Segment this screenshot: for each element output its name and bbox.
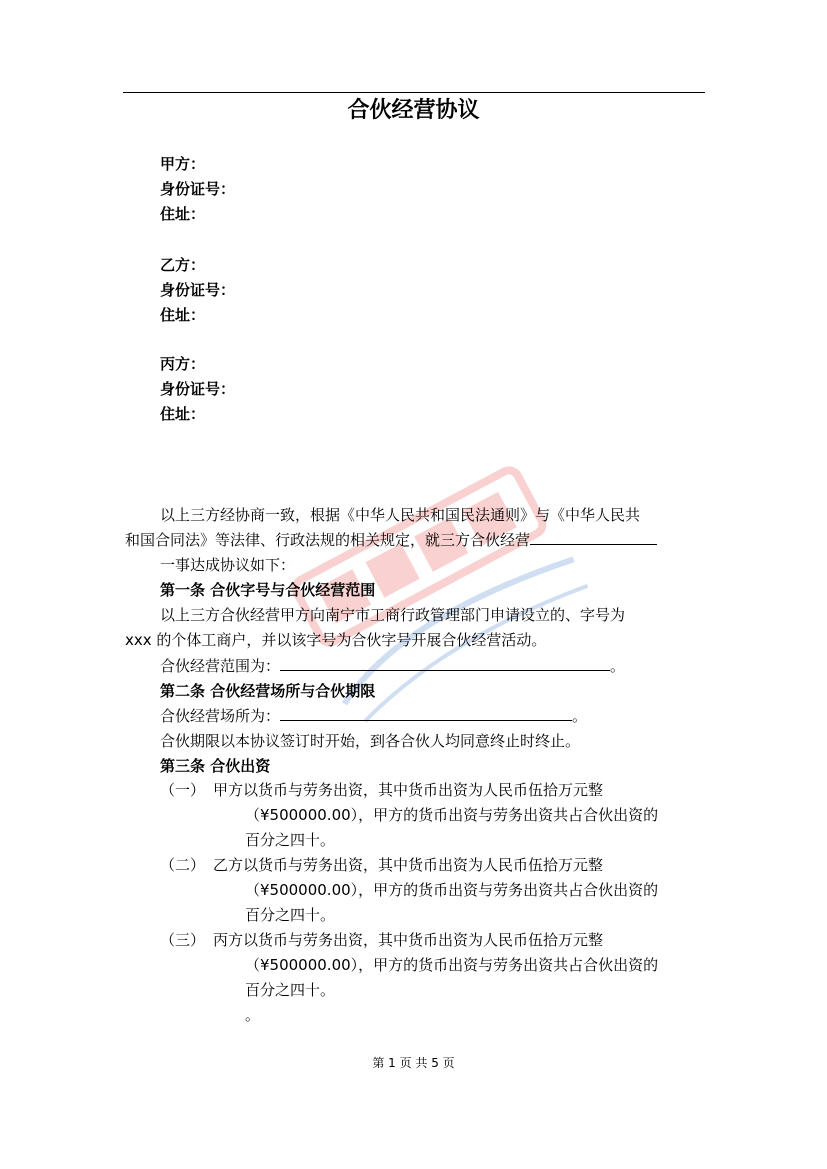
article-2-place: 合伙经营场所为： 。 [160,707,588,725]
article-3-item-2-line-1: 乙方以货币与劳务出资，其中货币出资为人民币伍拾万元整 [213,856,604,874]
party-b-id-label: 身份证号： [160,281,236,299]
article-3-item-3-num: （三） [160,931,206,949]
article-3-item-1-line-3: 百分之四十。 [245,831,336,849]
party-c-address-label: 住址： [160,405,206,423]
article-2-term: 合伙期限以本协议签订时开始，到各合伙人均同意终止时终止。 [160,732,581,750]
article-3-item-3-line-1: 丙方以货币与劳务出资，其中货币出资为人民币伍拾万元整 [213,931,604,949]
article-3-item-2-line-3: 百分之四十。 [245,906,336,924]
party-a-label: 甲方： [160,155,206,173]
place-blank-underline [280,706,572,721]
article-3-heading: 第三条 合伙出资 [160,757,271,775]
party-b-label: 乙方： [160,256,206,274]
party-c-label: 丙方： [160,355,206,373]
page-footer: 第 1 页 共 5 页 [372,1056,455,1070]
article-3-item-1-num: （一） [160,781,206,799]
article-3-item-2-num: （二） [160,856,206,874]
article-1-heading: 第一条 合伙字号与合伙经营范围 [160,581,376,599]
preamble-line-3: 一事达成协议如下： [160,556,296,574]
article-1-line-1: 以上三方合伙经营甲方向南宁市工商行政管理部门申请设立的、字号为 [160,606,626,624]
article-3-trailing-mark: 。 [245,1006,261,1024]
header-rule [123,92,705,93]
party-a-address-label: 住址： [160,205,206,223]
article-2-heading: 第二条 合伙经营场所与合伙期限 [160,682,376,700]
article-3-item-1-line-2: （¥500000.00），甲方的货币出资与劳务出资共占合伙出资的 [245,806,659,824]
scope-blank-underline [280,656,610,671]
article-3-item-3-line-2: （¥500000.00），甲方的货币出资与劳务出资共占合伙出资的 [245,956,659,974]
party-b-address-label: 住址： [160,306,206,324]
article-3-item-1-line-1: 甲方以货币与劳务出资，其中货币出资为人民币伍拾万元整 [213,781,604,799]
document-title: 合伙经营协议 [347,98,480,123]
party-c-id-label: 身份证号： [160,380,236,398]
party-a-id-label: 身份证号： [160,180,236,198]
preamble-line-1: 以上三方经协商一致，根据《中华人民共和国民法通则》与《中华人民共 [160,506,641,524]
preamble-line-2: 和国合同法》等法律、行政法规的相关规定，就三方合伙经营 [125,530,657,550]
blank-underline [530,530,657,545]
article-1-line-2: xxx 的个体工商户，并以该字号为合伙字号开展合伙经营活动。 [125,631,547,649]
article-1-scope: 合伙经营范围为： 。 [160,657,626,675]
article-3-item-2-line-2: （¥500000.00），甲方的货币出资与劳务出资共占合伙出资的 [245,881,659,899]
article-3-item-3-line-3: 百分之四十。 [245,981,336,999]
